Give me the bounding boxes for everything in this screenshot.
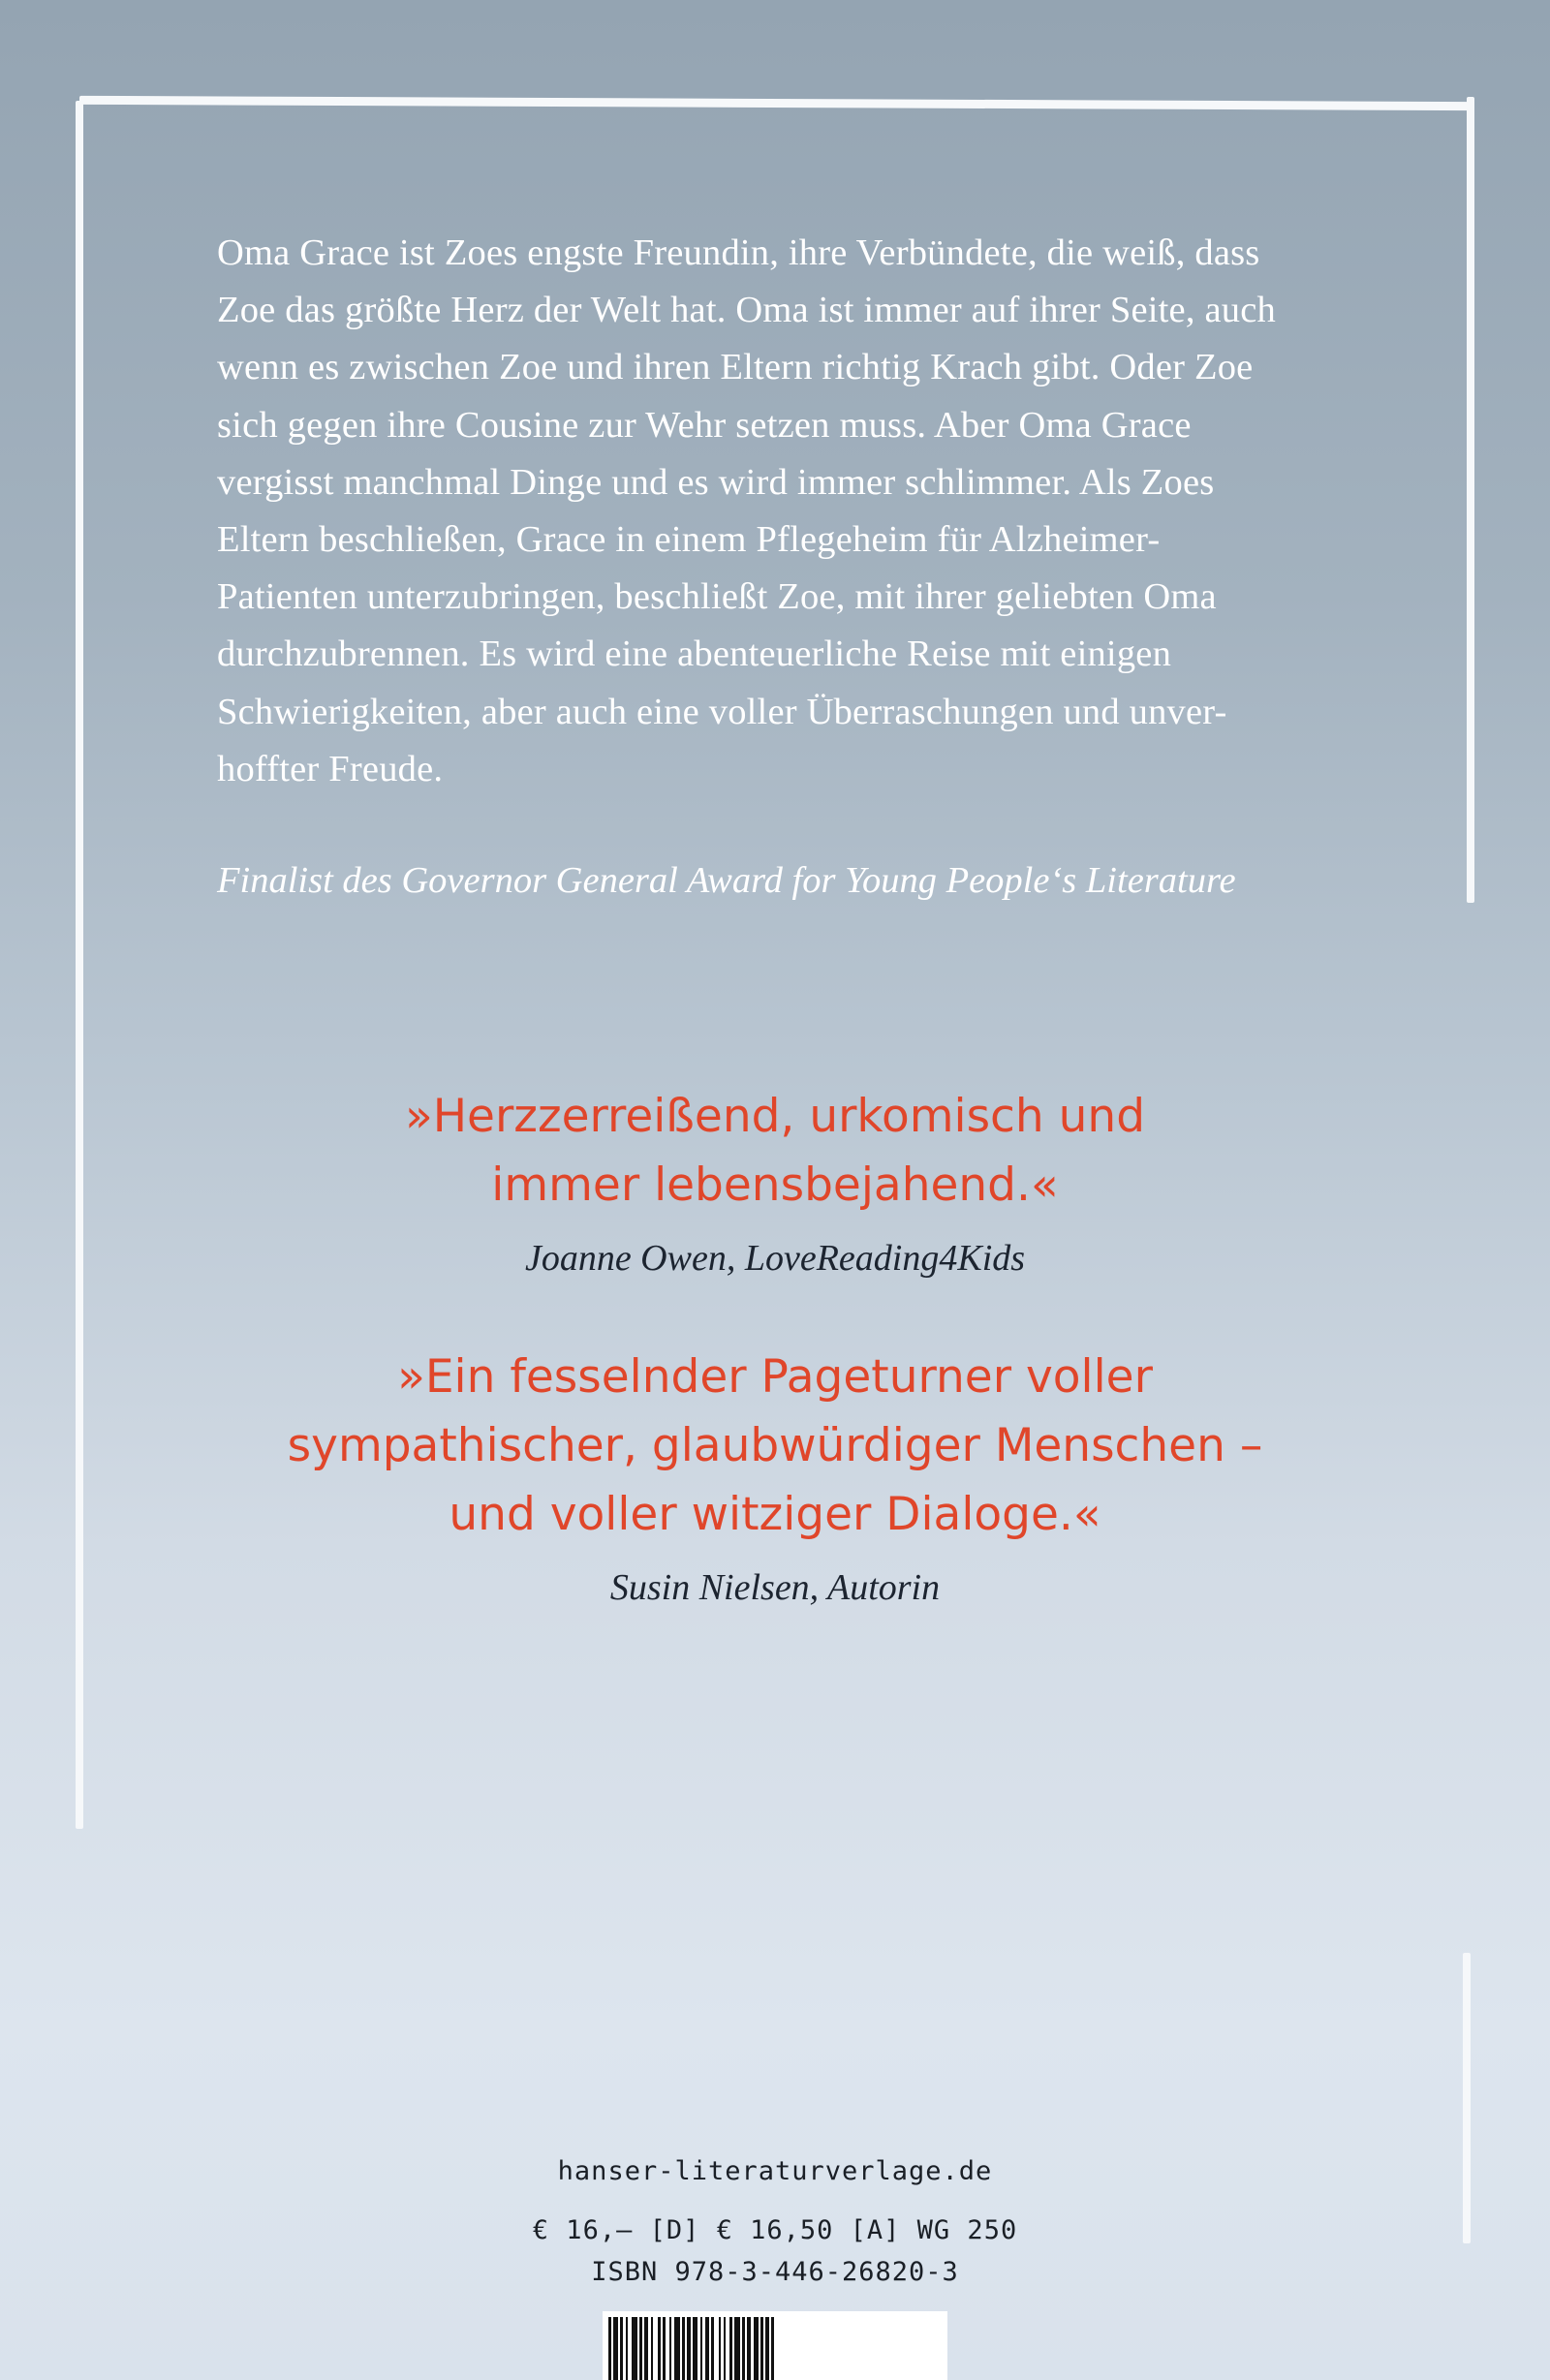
quote-line: »Herzzerreißend, urkomisch und <box>404 1090 1146 1143</box>
blurb-line: hoffter Freude. <box>217 748 444 789</box>
barcode-bar <box>608 2317 611 2380</box>
price-info: € 16,– [D] € 16,50 [A] WG 250 <box>532 2215 1018 2245</box>
review-attribution-2: Susin Nielsen, Autorin <box>609 1567 941 1608</box>
barcode-bar <box>724 2317 726 2380</box>
barcode-bar <box>658 2317 661 2380</box>
barcode-bar <box>669 2317 671 2380</box>
barcode-bar <box>651 2317 653 2380</box>
barcode-bar <box>734 2317 740 2380</box>
barcode-bar <box>729 2317 732 2380</box>
review-quote-1 <box>194 1082 1356 1220</box>
publisher-website: hanser-literaturverlage.de <box>557 2156 993 2186</box>
barcode-bar <box>693 2317 698 2380</box>
blurb-line: vergisst manchmal Dinge und es wird immer schlimmer. Als Zoes <box>217 461 1215 503</box>
quote-line: und voller witziger Dialoge.« <box>449 1488 1101 1541</box>
barcode-bar <box>639 2317 642 2380</box>
barcode-bar <box>711 2317 714 2380</box>
blurb-line: durchzubrennen. Es wird eine abenteuerliche Reise mit einigen <box>217 634 1172 675</box>
barcode-bar <box>719 2317 721 2380</box>
blurb-line: Eltern beschließen, Grace in einem Pflegeheim für Alzheimer- <box>217 519 1161 561</box>
blurb-line: Oma Grace ist Zoes engste Freundin, ihre Verbündete, die weiß, dass <box>217 232 1260 273</box>
blurb-text <box>217 225 1360 798</box>
barcode-bar <box>742 2317 745 2380</box>
frame-top-line <box>79 96 1474 110</box>
barcode-bar <box>632 2317 637 2380</box>
quote-line: immer lebensbejahend.« <box>491 1159 1059 1212</box>
blurb-line: wenn es zwischen Zoe und ihren Eltern richtig Krach gibt. Oder Zoe <box>217 347 1254 388</box>
barcode-bar <box>760 2317 763 2380</box>
barcode-bar <box>682 2317 685 2380</box>
frame-right-line-lower <box>1463 1953 1471 2243</box>
award-note: Finalist des Governor General Award for Young People‘s Literature <box>217 860 1236 901</box>
barcode-bar <box>674 2317 680 2380</box>
barcode-bar <box>687 2317 691 2380</box>
barcode-bar <box>663 2317 666 2380</box>
barcode-bar <box>771 2317 774 2380</box>
quote-line: »Ein fesselnder Pageturner voller <box>397 1350 1153 1404</box>
review-attribution-1: Joanne Owen, LoveReading4Kids <box>524 1238 1026 1279</box>
review-quote-2 <box>194 1343 1356 1549</box>
blurb-line: Schwierigkeiten, aber auch eine voller Überraschungen und unver- <box>217 691 1227 732</box>
blurb-line: sich gegen ihre Cousine zur Wehr setzen muss. Aber Oma Grace <box>217 404 1192 446</box>
barcode-bar <box>754 2317 759 2380</box>
barcode-bar <box>705 2317 709 2380</box>
barcode-bar <box>700 2317 702 2380</box>
blurb-line: Zoe das größte Herz der Welt hat. Oma ist immer auf ihrer Seite, auch <box>217 290 1276 331</box>
isbn: ISBN 978-3-446-26820-3 <box>591 2257 959 2287</box>
barcode-icon <box>603 2311 947 2380</box>
barcode-bar <box>765 2317 769 2380</box>
blurb-line: Patienten unterzubringen, beschließt Zoe, mit ihrer geliebten Oma <box>217 576 1217 618</box>
frame-right-line-upper <box>1467 97 1474 903</box>
frame-left-line <box>76 101 83 1829</box>
barcode-bar <box>613 2317 618 2380</box>
barcode-bar <box>644 2317 648 2380</box>
barcode-bar <box>626 2317 628 2380</box>
quote-line: sympathischer, glaubwürdiger Menschen – <box>287 1419 1263 1472</box>
barcode-bar <box>747 2317 751 2380</box>
barcode-bar <box>620 2317 623 2380</box>
